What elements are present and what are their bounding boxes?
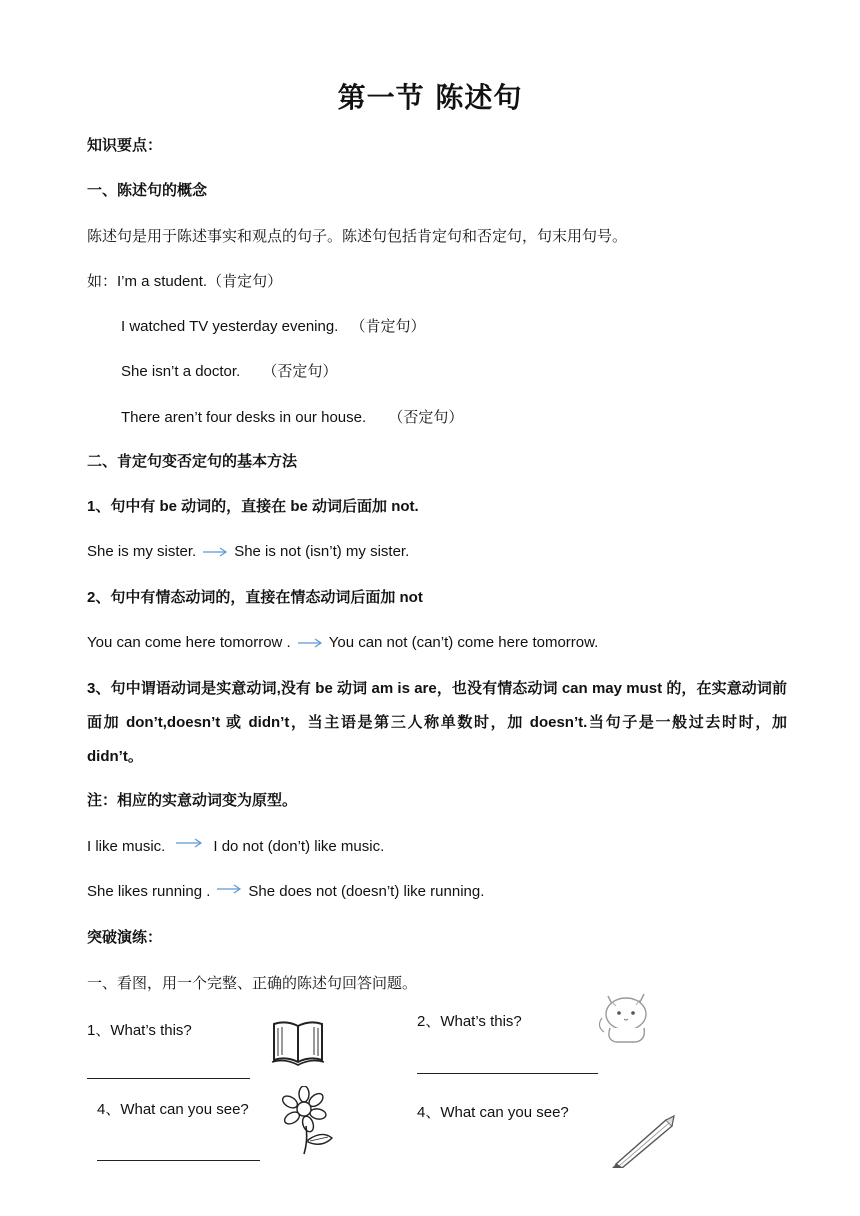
pencil-icon — [610, 1114, 678, 1168]
example-negated: You can not (can’t) come here tomorrow. — [328, 634, 599, 651]
example-original: She is my sister. — [87, 543, 197, 560]
example-line — [121, 316, 426, 337]
example-negated: She is not (isn’t) my sister. — [234, 543, 410, 560]
example-negated: She does not (doesn’t) like running. — [248, 883, 485, 900]
rule-1-example — [87, 542, 409, 562]
answer-blank-1[interactable] — [87, 1078, 250, 1079]
rule-3: 3、句中谓语动词是实意动词,没有 be 动词 am is are，也没有情态动词 can may must 的，在实意动词前面加 don’t,doesn’t 或 didn’t，当主语是第三人称单数时，加 doesn’t.当句子是一般过去时时，加 didn’t。 — [87, 680, 787, 765]
knowledge-heading: 知识要点： — [87, 137, 163, 154]
arrow-right-icon — [297, 638, 323, 648]
example-text: There aren’t four desks in our house. — [121, 409, 367, 426]
example-original: She likes running . — [87, 883, 211, 900]
answer-blank-2[interactable] — [417, 1073, 598, 1074]
example-line — [121, 361, 337, 382]
example-note: （否定句） — [388, 408, 464, 426]
rule-1: 1、句中有 be 动词的，直接在 be 动词后面加 not. — [87, 498, 419, 515]
example-note: （肯定句） — [207, 272, 283, 290]
rule-2-example — [87, 633, 598, 653]
flower-icon — [278, 1086, 338, 1156]
example-line — [87, 271, 282, 292]
arrow-right-icon — [202, 547, 228, 557]
example-note: （否定句） — [262, 362, 338, 380]
example-original: You can come here tomorrow . — [87, 634, 291, 651]
example-negated: I do not (don’t) like music. — [213, 838, 385, 855]
rule-3-example — [87, 882, 484, 902]
question-2: 2、What’s this? — [417, 1013, 522, 1030]
example-text: She isn’t a doctor. — [121, 363, 241, 380]
example-line — [121, 407, 463, 428]
cat-icon — [594, 988, 660, 1048]
example-note: （肯定句） — [350, 317, 426, 335]
question-3: 4、What can you see? — [97, 1101, 249, 1118]
section-1-heading: 一、陈述句的概念 — [87, 182, 208, 199]
section-1-description: 陈述句是用于陈述事实和观点的句子。陈述句包括肯定句和否定句，句末用句号。 — [87, 227, 628, 245]
arrow-right-icon — [175, 837, 203, 849]
note: 注：相应的实意动词变为原型。 — [87, 792, 298, 809]
rule-3-example — [87, 837, 384, 857]
question-1: 1、What’s this? — [87, 1022, 192, 1039]
section-2-heading: 二、肯定句变否定句的基本方法 — [87, 453, 298, 470]
example-text: I watched TV yesterday evening. — [121, 318, 339, 335]
practice-instructions: 一、看图，用一个完整、正确的陈述句回答问题。 — [87, 974, 418, 992]
answer-blank-3[interactable] — [97, 1160, 260, 1161]
rule-2: 2、句中有情态动词的，直接在情态动词后面加 not — [87, 589, 423, 606]
example-prefix: 如： — [87, 272, 118, 290]
question-4: 4、What can you see? — [417, 1104, 569, 1121]
practice-heading: 突破演练： — [87, 929, 163, 946]
page-title: 第一节 陈述句 — [337, 81, 523, 114]
book-icon — [270, 1016, 326, 1068]
arrow-right-icon — [216, 884, 242, 894]
example-original: I like music. — [87, 838, 166, 855]
example-text: I’m a student. — [117, 273, 208, 290]
